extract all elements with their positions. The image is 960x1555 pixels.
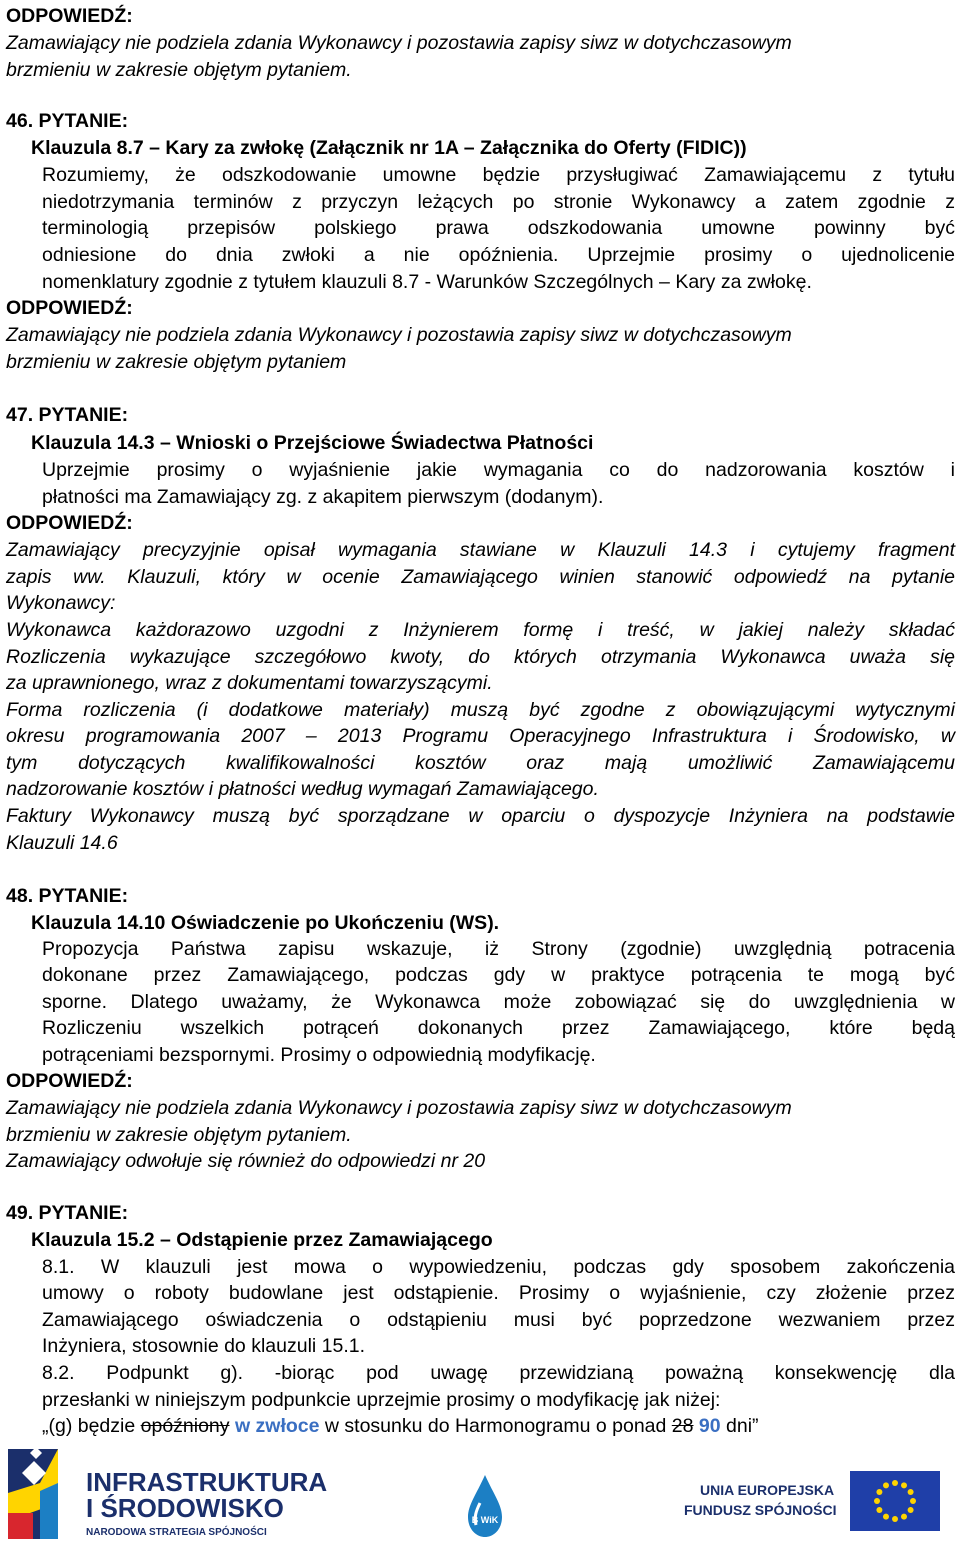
clause-title: Klauzula 14.10 Oświadczenie po Ukończeniu (WS). bbox=[31, 912, 500, 934]
quote-text: w stosunku do Harmonogramu o ponad bbox=[319, 1415, 672, 1437]
struck-text: 28 bbox=[671, 1415, 694, 1437]
answer-label: ODPOWIEDŹ: bbox=[6, 512, 133, 534]
answer-text: tym dotyczących kwalifikowalności kosztów oraz mają umożliwić Zamawiającemu bbox=[6, 752, 955, 774]
logo2-text: B WiK bbox=[471, 1515, 499, 1525]
answer-text: nadzorowanie kosztów i płatności według wymagań Zamawiającego. bbox=[6, 778, 599, 800]
inserted-text: 90 bbox=[693, 1415, 721, 1437]
question-text: Inżyniera, stosownie do klauzuli 15.1. bbox=[42, 1335, 366, 1357]
question-text: dokonane przez Zamawiającego, podczas gdy w praktyce potrącenia te mogą być bbox=[42, 964, 955, 986]
eu-flag-icon bbox=[850, 1471, 940, 1531]
question-text: płatności ma Zamawiający zg. z akapitem pierwszym (dodanym). bbox=[42, 486, 604, 508]
inserted-text: w zwłoce bbox=[229, 1415, 320, 1437]
clause-title: Klauzula 15.2 – Odstąpienie przez Zamawiającego bbox=[31, 1229, 493, 1251]
answer-label: ODPOWIEDŹ: bbox=[6, 297, 133, 319]
footer-logos bbox=[0, 1443, 960, 1549]
answer-label: ODPOWIEDŹ: bbox=[6, 5, 133, 27]
question-heading: 48. PYTANIE: bbox=[6, 885, 129, 907]
question-text: sporne. Dlatego uważamy, że Wykonawca może zobowiązać się do uwzględnienia w bbox=[42, 991, 955, 1013]
answer-text: Zamawiający nie podziela zdania Wykonawcy i pozostawia zapisy siwz w dotychczasowym bbox=[6, 1097, 792, 1119]
answer-text: Faktury Wykonawcy muszą być sporządzane w oparciu o dyspozycje Inżyniera na podstawie bbox=[6, 805, 955, 827]
question-text: 8.2. Podpunkt g). -biorąc pod uwagę przewidzianą poważną konsekwencję dla bbox=[42, 1362, 955, 1384]
answer-text: Rozliczenia wykazujące szczegółowo kwoty, do których otrzymania Wykonawca uważa się bbox=[6, 646, 955, 668]
answer-text: zapis ww. Klauzuli, który w ocenie Zamawiającego winien stanowić odpowiedź na pytanie bbox=[6, 566, 955, 588]
answer-text: Zamawiający nie podziela zdania Wykonawcy i pozostawia zapisy siwz w dotychczasowym bbox=[6, 32, 792, 54]
footer-logo-strip bbox=[0, 1443, 960, 1549]
question-text: Rozliczeniu wszelkich potrąceń dokonanych przez Zamawiającego, które będą bbox=[42, 1017, 955, 1039]
answer-text: Wykonawca każdorazowo uzgodni z Inżynierem formę i treść, w jakiej należy składać bbox=[6, 619, 955, 641]
answer-text: Klauzuli 14.6 bbox=[6, 832, 118, 854]
logo1-line1: INFRASTRUKTURA bbox=[86, 1467, 328, 1497]
answer-text: brzmieniu w zakresie objętym pytaniem. bbox=[6, 1124, 352, 1146]
answer-text: Wykonawcy: bbox=[6, 592, 116, 614]
logo3-line1: UNIA EUROPEJSKA bbox=[700, 1482, 835, 1498]
answer-text: okresu programowania 2007 – 2013 Programu Operacyjnego Infrastruktura i Środowisko, w bbox=[6, 725, 955, 747]
question-text: nomenklatury zgodnie z tytułem klauzuli 8.7 - Warunków Szczególnych – Kary za zwłokę. bbox=[42, 271, 812, 293]
clause-title: Klauzula 8.7 – Kary za zwłokę (Załącznik nr 1A – Załącznika do Oferty (FIDIC)) bbox=[31, 137, 747, 159]
quote-text: dni” bbox=[720, 1415, 759, 1437]
struck-text: opóźniony bbox=[140, 1415, 230, 1437]
question-heading: 49. PYTANIE: bbox=[6, 1202, 129, 1224]
answer-text: brzmieniu w zakresie objętym pytaniem bbox=[6, 351, 347, 373]
question-text: Rozumiemy, że odszkodowanie umowne będzie przysługiwać Zamawiającemu z tytułu bbox=[42, 164, 955, 186]
water-drop-logo-icon bbox=[468, 1475, 502, 1537]
answer-text: brzmieniu w zakresie objętym pytaniem. bbox=[6, 59, 352, 81]
answer-text: za uprawnionego, wraz z dokumentami towarzyszącymi. bbox=[6, 672, 493, 694]
quote-text: „(g) będzie bbox=[42, 1415, 141, 1437]
answer-text: Zamawiający odwołuje się również do odpowiedzi nr 20 bbox=[6, 1150, 486, 1172]
question-text: umowy o roboty budowlane jest odstąpienie. Prosimy o wyjaśnienie, czy złożenie przez bbox=[42, 1282, 955, 1304]
question-text: 8.1. W klauzuli jest mowa o wypowiedzeniu, podczas gdy sposobem zakończenia bbox=[42, 1256, 955, 1278]
answer-text: Zamawiający precyzyjnie opisał wymagania stawiane w Klauzuli 14.3 i cytujemy fragment bbox=[6, 539, 955, 561]
question-text: potrąceniami bezspornymi. Prosimy o odpowiednią modyfikację. bbox=[42, 1044, 596, 1066]
clause-title: Klauzula 14.3 – Wnioski o Przejściowe Świadectwa Płatności bbox=[31, 432, 594, 454]
question-text: Uprzejmie prosimy o wyjaśnienie jakie wymagania co do nadzorowania kosztów i bbox=[42, 459, 955, 481]
logo1-line3: NARODOWA STRATEGIA SPÓJNOŚCI bbox=[86, 1527, 267, 1538]
logo3-line2: FUNDUSZ SPÓJNOŚCI bbox=[684, 1502, 837, 1518]
answer-label: ODPOWIEDŹ: bbox=[6, 1070, 133, 1092]
question-text: Zamawiającego oświadczenia o odstąpieniu musi być poprzedzone wezwaniem przez bbox=[42, 1309, 955, 1331]
question-text: niedotrzymania terminów z przyczyn leżących po stronie Wykonawcy a zatem zgodnie z bbox=[42, 191, 955, 213]
question-text: terminologią przepisów polskiego prawa odszkodowania umowne powinny być bbox=[42, 217, 955, 239]
question-heading: 47. PYTANIE: bbox=[6, 404, 129, 426]
proposed-wording bbox=[42, 1413, 759, 1439]
infrastruktura-logo-icon bbox=[8, 1447, 58, 1539]
answer-text: Forma rozliczenia (i dodatkowe materiały) muszą być zgodne z obowiązującymi wytycznymi bbox=[6, 699, 955, 721]
question-heading: 46. PYTANIE: bbox=[6, 110, 129, 132]
logo1-line2: I ŚRODOWISKO bbox=[86, 1493, 284, 1523]
question-text: odniesione do dnia zwłoki a nie opóźnienia. Uprzejmie prosimy o ujednolicenie bbox=[42, 244, 955, 266]
answer-text: Zamawiający nie podziela zdania Wykonawcy i pozostawia zapisy siwz w dotychczasowym bbox=[6, 324, 792, 346]
question-text: przesłanki w niniejszym podpunkcie uprzejmie prosimy o modyfikację jak niżej: bbox=[42, 1389, 721, 1411]
question-text: Propozycja Państwa zapisu wskazuje, iż Strony (zgodnie) uwzględnią potracenia bbox=[42, 938, 955, 960]
